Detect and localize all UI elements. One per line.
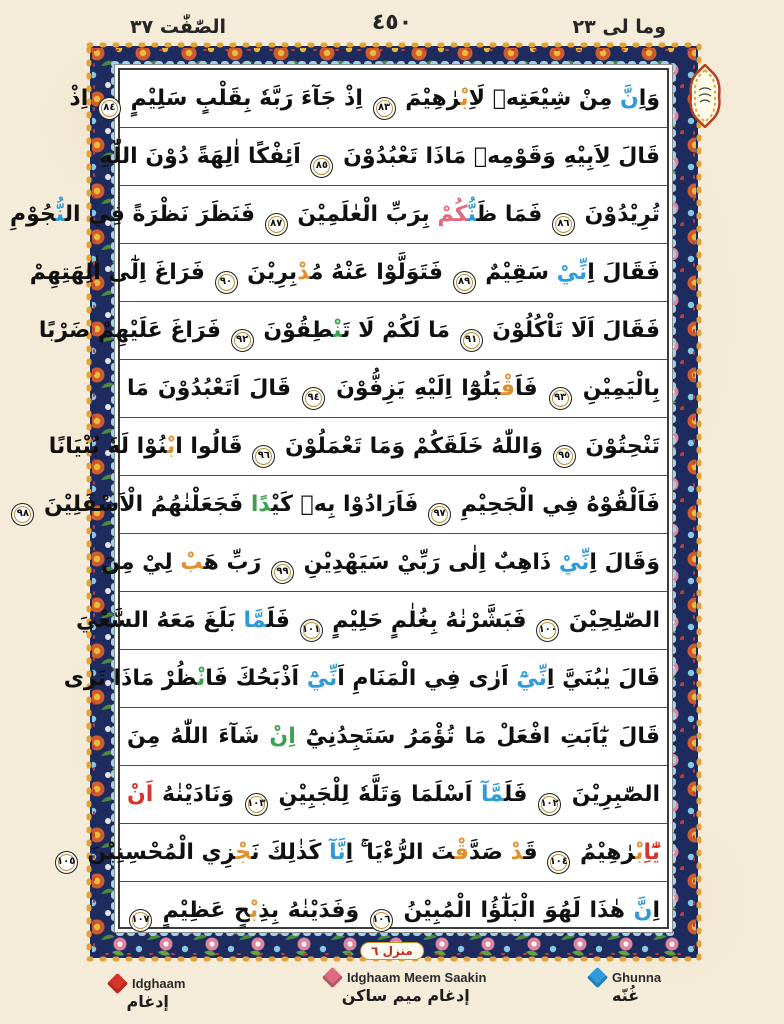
quran-line: [48, 418, 667, 476]
text-segment: اَرٰى فِي الْمَنَامِ اَ: [337, 666, 517, 691]
verse-end-marker: ٩٩: [271, 561, 294, 584]
text-segment: جْ: [235, 840, 252, 865]
text-segment: بْ: [249, 898, 259, 923]
text-segment: اَنْ: [127, 782, 154, 807]
text-segment: فَلَ: [503, 782, 537, 807]
legend-label-ar: إدغام: [126, 992, 169, 1011]
verse-end-marker: ١٠٤: [547, 851, 570, 874]
text-segment: رٰهِيْمَ: [397, 86, 461, 111]
surah-label: الصّٰفّٰت ٣٧: [130, 16, 226, 38]
text-segment: بَلَغَ مَعَهُ السَّعْيَ: [75, 608, 244, 633]
text-segment: اَذْبَحُكَ فَا: [205, 666, 307, 691]
text-segment: فَقَالَ اِ: [587, 260, 660, 285]
text-segment: فَلَ: [266, 608, 298, 633]
text-segment: نِّيْ: [556, 260, 588, 285]
text-segment: مَّآ: [480, 782, 504, 807]
text-segment: اِذْ: [69, 86, 96, 111]
text-segment: قَالَ يٰبُنَيَّ اِ: [546, 666, 660, 691]
text-segment: وَاللّٰهُ خَلَقَكُمْ وَمَا تَعْمَلُوْنَ: [277, 434, 551, 459]
text-segment: سَقِيْمٌ: [477, 260, 557, 285]
verse-end-marker: ١٠١: [300, 619, 323, 642]
text-segment: اِنْ: [269, 724, 296, 749]
text-segment: نِّيْٓ: [516, 666, 547, 691]
page-number: ٤٥٠: [371, 10, 413, 35]
text-segment: رَبِّ هَ: [203, 550, 269, 575]
legend-label-en: Idghaam Meem Saakin: [347, 970, 487, 985]
text-segment: لِيْ مِنَ: [101, 550, 181, 575]
quran-line: [120, 766, 667, 824]
legend-label-en: Idghaam: [132, 976, 186, 991]
verse-end-marker: ١٠٠: [536, 619, 559, 642]
legend-item-ghunna: [590, 970, 661, 1005]
text-segment: كُمْ: [437, 202, 468, 227]
verse-end-marker: ١٠٢: [538, 793, 561, 816]
text-segment: قْ: [454, 840, 469, 865]
text-segment: بْ: [635, 840, 644, 865]
text-segment: الصّٰبِرِيْنَ: [563, 782, 661, 807]
text-segment: اَئِفْكًا اٰلِهَةً دُوْنَ اللّٰهِ: [99, 144, 309, 169]
quran-line: [38, 302, 667, 360]
text-segment: طِقُوْنَ: [255, 318, 334, 343]
verse-end-marker: ٩٥: [553, 445, 576, 468]
quran-line: [69, 70, 667, 128]
text-segment: حٍ عَظِيْمٍ: [154, 898, 250, 923]
text-segment: فَتَوَلَّوْا عَنْهُ مُ: [309, 260, 451, 285]
text-segment: كَذٰلِكَ نَ: [251, 840, 330, 865]
verse-end-marker: ٨٤: [98, 97, 121, 120]
text-segment: نَّ: [620, 86, 639, 111]
legend-label-ar: غُنّه: [611, 986, 640, 1005]
text-segment: قَ: [523, 840, 546, 865]
quran-line: [63, 650, 667, 708]
text-segment: بِرِيْنَ: [239, 260, 298, 285]
text-segment: جُوْمِ: [2, 202, 56, 227]
text-segment: تُرِيْدُوْنَ: [576, 202, 660, 227]
text-segment: بِالْيَمِيْنِ: [573, 376, 660, 401]
text-segment: نُوْا لَهٗ بُنْيَانًا: [48, 434, 167, 459]
text-segment: مَا لَكُمْ لَا تَ: [342, 318, 458, 343]
text-segment: الصّٰلِحِيْنَ: [561, 608, 660, 633]
text-segment: بِرَبِّ الْعٰلَمِيْنَ: [289, 202, 438, 227]
quran-line: [99, 128, 667, 186]
text-segment: نِّيْٓ: [306, 666, 338, 691]
text-segment: تَ الرُّءْيَا ۚ اِ: [345, 840, 455, 865]
idghaam-diamond-icon: [107, 973, 128, 994]
text-segment: مِنْ شِيْعَتِهٖ لَاِ: [468, 86, 620, 111]
tajweed-legend: [0, 970, 784, 1020]
text-segment: فَاَلْقُوْهُ فِي الْجَحِيْمِ: [453, 492, 660, 517]
quran-line: [16, 476, 667, 534]
text-segment: نْ: [333, 318, 343, 343]
text-segment: رٰهِيْمُ: [572, 840, 636, 865]
text-segment: نْ: [197, 666, 206, 691]
verse-end-marker: ٩٤: [302, 387, 325, 410]
text-segment: وَنَادَيْنٰهُ: [153, 782, 243, 807]
text-segment: مَّا: [243, 608, 267, 633]
text-segment: فَقَالَ اَلَا تَاْكُلُوْنَ: [484, 318, 660, 343]
text-segment: فَرَاغَ عَلَيْهِمْ ضَرْبًا: [38, 318, 229, 343]
verse-end-marker: ٨٣: [373, 97, 396, 120]
hizb-marker-medallion: [688, 64, 722, 128]
text-segment: فَاَرَادُوْا بِهٖ كَيْ: [271, 492, 427, 517]
quran-line: [29, 244, 667, 302]
text-segment: ظُرْ مَاذَا تَرٰى: [63, 666, 198, 691]
text-segment: فَمَا ظَ: [476, 202, 550, 227]
idghaam-meem-saakin-diamond-icon: [322, 967, 343, 988]
text-segment: اِ: [652, 898, 660, 923]
text-segment: فَرَاغَ اِلٰٓى اٰلِهَتِهِمْ: [29, 260, 213, 285]
text-segment: وَقَالَ اِ: [589, 550, 660, 575]
text-segment: زِي الْمُحْسِنِيْنَ: [79, 840, 236, 865]
text-segment: بْ: [180, 550, 204, 575]
quran-line: [101, 534, 667, 592]
text-segment: بْ: [460, 86, 469, 111]
text-segment: فَنَظَرَ نَظْرَةً فِي ال: [64, 202, 263, 227]
text-segment: نَّ: [633, 898, 653, 923]
verse-end-marker: ٨٥: [310, 155, 333, 178]
text-segment: دْ: [297, 260, 310, 285]
text-segment: نُّ: [55, 202, 65, 227]
legend-item-idghaam-meem-saakin: [325, 970, 486, 1005]
text-segment: قَالَ يٰٓاَبَتِ افْعَلْ مَا تُؤْمَرُ سَتَجِدُنِيْٓ: [295, 724, 660, 749]
text-segment: نُّ: [467, 202, 477, 227]
text-segment: دْ: [510, 840, 524, 865]
text-segment: قَالَ اَتَعْبُدُوْنَ مَا: [127, 376, 301, 401]
text-segment: يّٰٓاِ: [643, 840, 660, 865]
text-segment: فَبَشَّرْنٰهُ بِغُلٰمٍ حَلِيْمٍ: [324, 608, 535, 633]
verse-end-marker: ٩٣: [549, 387, 572, 410]
quran-line: [120, 882, 667, 939]
text-segment: تَنْحِتُوْنَ: [577, 434, 660, 459]
quran-line: [2, 186, 667, 244]
text-segment: فَاَ: [514, 376, 547, 401]
verse-end-marker: ١٠٣: [245, 793, 268, 816]
text-segment: ذَاهِبٌ اِلٰى رَبِّيْ سَيَهْدِيْنِ: [296, 550, 559, 575]
legend-label-ar: إدغام ميم ساكن: [341, 986, 470, 1005]
text-segment: وَفَدَيْنٰهُ بِذِ: [258, 898, 368, 923]
text-segment: اَسْلَمَا وَتَلَّهٗ لِلْجَبِيْنِ: [269, 782, 481, 807]
text-segment: فَجَعَلْنٰهُمُ الْاَسْفَلِيْنَ: [36, 492, 251, 517]
text-segment: بَلُوْٓا اِلَيْهِ يَزِفُّوْنَ: [327, 376, 501, 401]
quran-line: [120, 360, 667, 418]
text-segment: قَالَ لِاَبِيْهِ وَقَوْمِهٖ مَاذَا تَعْبُدُوْنَ: [335, 144, 660, 169]
legend-label-en: Ghunna: [612, 970, 662, 985]
text-segment: نِّيْ: [558, 550, 590, 575]
verse-end-marker: ٩١: [460, 329, 483, 352]
ghunna-diamond-icon: [587, 967, 608, 988]
verse-end-marker: ٩٢: [231, 329, 254, 352]
verse-end-marker: ١٠٧: [129, 909, 152, 932]
quran-line: [57, 824, 667, 882]
text-segment: دًا: [250, 492, 272, 517]
text-segment: قْ: [500, 376, 515, 401]
text-segment: وَاِ: [638, 86, 660, 111]
hizb-medallion-icon: [688, 64, 722, 128]
text-segment: بْ: [166, 434, 176, 459]
quran-line: [120, 708, 667, 766]
manzil-badge: منزل ٦: [360, 942, 424, 960]
verse-end-marker: ٨٦: [552, 213, 575, 236]
page-header: [0, 8, 784, 44]
verse-end-marker: ٨٧: [265, 213, 288, 236]
verse-end-marker: ٨٩: [453, 271, 476, 294]
juz-label: وما لى ٢٣: [572, 16, 666, 38]
verse-end-marker: ٩٦: [252, 445, 275, 468]
text-segment: قَالُوا ا: [175, 434, 251, 459]
legend-item-idghaam: [110, 976, 185, 1011]
verse-end-marker: ١٠٦: [370, 909, 393, 932]
text-segment: اِذْ جَآءَ رَبَّهٗ بِقَلْبٍ سَلِيْمٍ: [122, 86, 371, 111]
text-segment: نَّآ: [329, 840, 346, 865]
verse-end-marker: ٩٧: [428, 503, 451, 526]
verse-end-marker: ١٠٥: [55, 851, 78, 874]
text-segment: شَآءَ اللّٰهُ مِنَ: [127, 724, 270, 749]
quran-line: [75, 592, 667, 650]
text-segment: صَدَّ: [468, 840, 511, 865]
ornamental-border: [2, 42, 702, 962]
quran-text-panel: [2, 68, 669, 929]
verse-end-marker: ٩٨: [11, 503, 34, 526]
text-segment: هٰذَا لَهُوَ الْبَلٰٓؤُا الْمُبِيْنُ: [394, 898, 634, 923]
verse-end-marker: ٩٠: [215, 271, 238, 294]
